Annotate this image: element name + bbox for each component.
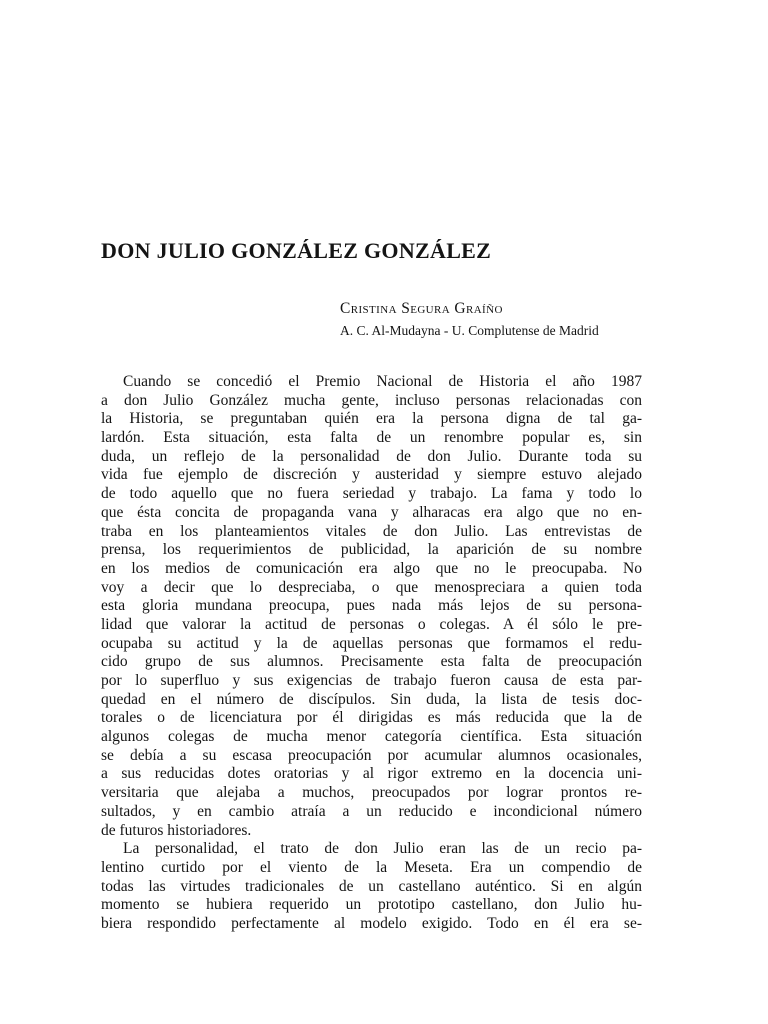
text-line: traba en los planteamientos vitales de don Julio. Las entrevistas de bbox=[101, 522, 642, 540]
text-line: Cuando se concedió el Premio Nacional de Historia el año 1987 bbox=[123, 373, 642, 390]
body-paragraph-2 bbox=[101, 840, 642, 933]
body-paragraph-1 bbox=[101, 373, 642, 840]
text-line: algunos colegas de mucha menor categoría científica. Esta situación bbox=[101, 728, 642, 746]
text-line: biera respondido perfectamente al modelo exigido. Todo en él era se- bbox=[101, 914, 642, 932]
text-line: la Historia, se preguntaban quién era la persona digna de tal ga- bbox=[101, 410, 642, 428]
text-line: voy a decir que lo despreciaba, o que menospreciara a quien toda bbox=[101, 578, 642, 596]
text-line: lentino curtido por el viento de la Meseta. Era un compendio de bbox=[101, 858, 642, 876]
text-line: La personalidad, el trato de don Julio eran las de un recio pa- bbox=[123, 840, 642, 858]
text-line: torales o de licenciatura por él dirigidas es más reducida que la de bbox=[101, 709, 642, 727]
text-line: a sus reducidas dotes oratorias y al rigor extremo en la docencia uni- bbox=[101, 765, 642, 783]
author-name: Cristina Segura Graíño bbox=[340, 300, 503, 317]
article-body bbox=[101, 373, 642, 934]
text-line: en los medios de comunicación era algo que no le preocupaba. No bbox=[101, 559, 642, 577]
text-line: de todo aquello que no fuera seriedad y trabajo. La fama y todo lo bbox=[101, 485, 642, 503]
text-line: por lo superfluo y sus exigencias de trabajo fueron causa de esta par- bbox=[101, 672, 642, 689]
text-line: momento se hubiera requerido un prototipo castellano, don Julio hu- bbox=[101, 896, 642, 914]
text-line: todas las virtudes tradicionales de un castellano auténtico. Si en algún bbox=[101, 877, 642, 895]
text-line: lardón. Esta situación, esta falta de un renombre popular es, sin bbox=[101, 429, 642, 447]
text-line: esta gloria mundana preocupa, pues nada más lejos de su persona- bbox=[101, 597, 642, 615]
author-affiliation: A. C. Al-Mudayna - U. Complutense de Madrid bbox=[340, 323, 599, 338]
text-line: ocupaba su actitud y la de aquellas personas que formamos el redu- bbox=[101, 634, 642, 652]
text-line: que ésta concita de propaganda vana y alharacas era algo que no en- bbox=[101, 503, 642, 521]
text-line: prensa, los requerimientos de publicidad, la aparición de su nombre bbox=[101, 541, 642, 559]
text-line: lidad que valorar la actitud de personas o colegas. A él sólo le pre- bbox=[101, 615, 642, 633]
text-line: versitaria que alejaba a muchos, preocupados por lograr prontos re- bbox=[101, 784, 642, 802]
text-line: a don Julio González mucha gente, incluso personas relacionadas con bbox=[101, 391, 642, 409]
article-title: DON JULIO GONZÁLEZ GONZÁLEZ bbox=[101, 238, 492, 263]
text-line: duda, un reflejo de la personalidad de don Julio. Durante toda su bbox=[101, 447, 642, 465]
text-line: cido grupo de sus alumnos. Precisamente esta falta de preocupación bbox=[101, 653, 642, 671]
text-line: vida fue ejemplo de discreción y austeridad y siempre estuvo alejado bbox=[101, 466, 642, 484]
text-line: sultados, y en cambio atraía a un reducido e incondicional número bbox=[101, 802, 642, 820]
text-line: de futuros historiadores. bbox=[101, 821, 252, 839]
text-line: se debía a su escasa preocupación por acumular alumnos ocasionales, bbox=[101, 746, 642, 764]
text-line: quedad en el número de discípulos. Sin duda, la lista de tesis doc- bbox=[101, 690, 642, 708]
